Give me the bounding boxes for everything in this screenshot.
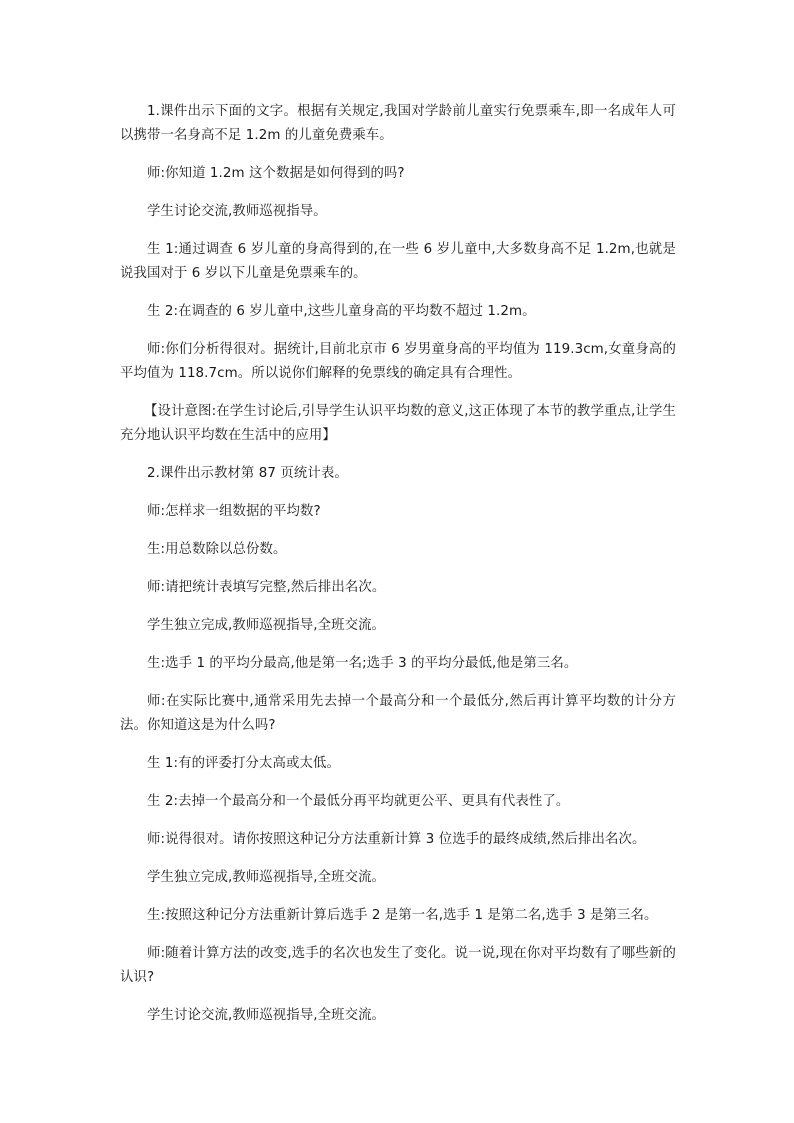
paragraph-student-ranking-1: 生:选手 1 的平均分最高,他是第一名;选手 3 的平均分最低,他是第三名。 <box>147 656 578 671</box>
paragraph-design-intent: 【设计意图:在学生讨论后,引导学生认识平均数的意义,这正体现了本节的教学重点,让学生充分地认识平均数在生活中的应用】 <box>120 404 676 443</box>
paragraph-student-ranking-2: 生:按照这种记分方法重新计算后选手 2 是第一名,选手 1 是第二名,选手 3 是第三名。 <box>147 908 658 923</box>
paragraph-teacher-question-2: 师:怎样求一组数据的平均数? <box>147 504 321 519</box>
paragraph-teacher-statistics: 师:你们分析得很对。据统计,目前北京市 6 岁男童身高的平均值为 119.3cm,女童身高的平均值为 118.7cm。所以说你们解释的免票线的确定具有合理性。 <box>120 342 676 381</box>
paragraph-independent-work-1: 学生独立完成,教师巡视指导,全班交流。 <box>147 618 386 633</box>
paragraph-discussion-1: 学生讨论交流,教师巡视指导。 <box>147 204 327 219</box>
paragraph-independent-work-2: 学生独立完成,教师巡视指导,全班交流。 <box>147 870 386 885</box>
paragraph-courseware-text: 1.课件出示下面的文字。根据有关规定,我国对学龄前儿童实行免票乘车,即一名成年人可以携带一名身高不足 1.2m 的儿童免费乘车。 <box>120 104 676 143</box>
paragraph-student-2-answer: 生 2:在调查的 6 岁儿童中,这些儿童身高的平均数不超过 1.2m。 <box>147 304 536 319</box>
paragraph-teacher-instruction-2: 师:说得很对。请你按照这种记分方法重新计算 3 位选手的最终成绩,然后排出名次。 <box>147 832 646 847</box>
paragraph-discussion-final: 学生讨论交流,教师巡视指导,全班交流。 <box>147 1008 386 1023</box>
paragraph-teacher-instruction-1: 师:请把统计表填写完整,然后排出名次。 <box>147 580 386 595</box>
paragraph-student-1-answer: 生 1:通过调查 6 岁儿童的身高得到的,在一些 6 岁儿童中,大多数身高不足 1.2m,也就是说我国对于 6 岁以下儿童是免票乘车的。 <box>120 242 676 281</box>
paragraph-student-2-reason: 生 2:去掉一个最高分和一个最低分再平均就更公平、更具有代表性了。 <box>147 794 570 809</box>
paragraph-teacher-scoring-method: 师:在实际比赛中,通常采用先去掉一个最高分和一个最低分,然后再计算平均数的计分方法。你知道这是为什么吗? <box>120 694 676 733</box>
lesson-text <box>120 100 676 1042</box>
paragraph-teacher-reflection: 师:随着计算方法的改变,选手的名次也发生了变化。说一说,现在你对平均数有了哪些新的认识? <box>120 946 676 985</box>
paragraph-courseware-table: 2.课件出示教材第 87 页统计表。 <box>147 466 348 481</box>
paragraph-student-answer-2: 生:用总数除以总份数。 <box>147 542 287 557</box>
paragraph-teacher-question-1: 师:你知道 1.2m 这个数据是如何得到的吗? <box>147 166 405 181</box>
paragraph-student-1-reason: 生 1:有的评委打分太高或太低。 <box>147 756 340 771</box>
